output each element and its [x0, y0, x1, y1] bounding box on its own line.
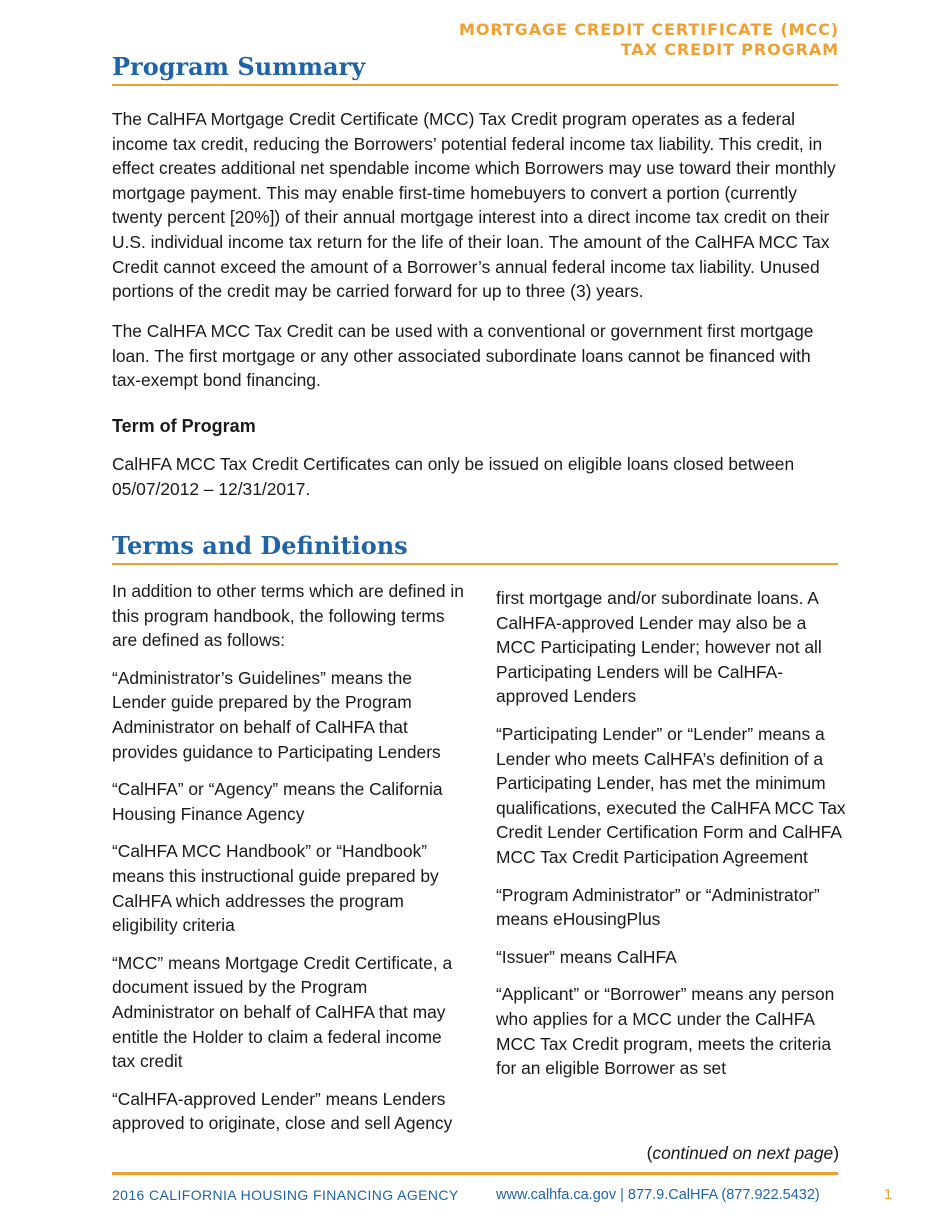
page-number: 1 [884, 1187, 893, 1203]
definition-item: “Applicant” or “Borrower” means any person who applies for a MCC under the CalHFA MCC Tax Credit program, meets the criteria for an eligible Borrower as set [496, 984, 835, 1079]
footer-agency: 2016 CALIFORNIA HOUSING FINANCING AGENCY [112, 1187, 459, 1203]
definition-item: “MCC” means Mortgage Credit Certificate, a document issued by the Program Administrator on behalf of CalHFA that may entitle the Holder to claim a federal income tax credit [112, 952, 453, 1072]
term-of-program-heading: Term of Program [112, 416, 256, 436]
definition-item: “CalHFA MCC Handbook” or “Handbook” means this instructional guide prepared by CalHFA which addresses the program eligibility criteria [112, 841, 439, 936]
definition-item: “Program Administrator” or “Administrator” means eHousingPlus [496, 884, 820, 930]
header-line-2: TAX CREDIT PROGRAM [620, 40, 839, 59]
program-summary-title: Program Summary [112, 52, 838, 86]
continued-text: continued on next page [652, 1143, 834, 1163]
definition-item: “Participating Lender” or “Lender” means a Lender who meets CalHFA’s definition of a Participating Lender, has met the minimum qualifications, executed the CalHFA MCC Tax Credit Lender Certification Form and CalHFA MCC Tax Credit Participation Agreement [496, 723, 846, 867]
definition-item: “Administrator’s Guidelines” means the Lender guide prepared by the Program Administrator on behalf of CalHFA that provides guidance to Participating Lenders [112, 667, 441, 762]
terms-right-column [496, 586, 848, 1094]
definition-item: In addition to other terms which are defined in this program handbook, the following terms are defined as follows: [112, 581, 464, 651]
summary-paragraph-1: The CalHFA Mortgage Credit Certificate (MCC) Tax Credit program operates as a federal income tax credit, reducing the Borrowers’ potential federal income tax liability. This credit, in effect creates additional net spendable income which Borrowers may use toward their monthly mortgage payment. This may enable first-time homebuyers to convert a portion (currently twenty percent [20%]) of their annual mortgage interest into a direct income tax credit on their U.S. individual income tax return for the life of their loan. The amount of the CalHFA MCC Tax Credit cannot exceed the amount of a Borrower’s annual federal income tax liability. Unused portions of the credit may be carried forward for up to three (3) years. [112, 109, 836, 302]
header-line-1: MORTGAGE CREDIT CERTIFICATE (MCC) [459, 20, 839, 39]
definition-item: “Issuer” means CalHFA [496, 946, 677, 967]
terms-definitions-title: Terms and Definitions [112, 531, 838, 565]
definition-item: “CalHFA-approved Lender” means Lenders approved to originate, close and sell Agency [112, 1088, 453, 1134]
terms-left-column [112, 579, 464, 1149]
summary-paragraph-2: The CalHFA MCC Tax Credit can be used with a conventional or government first mortgage loan. The first mortgage or any other associated subordinate loans cannot be financed with tax-exempt bond financing. [112, 321, 814, 391]
footer-contact: www.calhfa.ca.gov | 877.9.CalHFA (877.922.5432) [496, 1187, 820, 1203]
term-of-program-paragraph: CalHFA MCC Tax Credit Certificates can only be issued on eligible loans closed between 05/07/2012 – 12/31/2017. [112, 454, 795, 499]
definition-item: first mortgage and/or subordinate loans. A CalHFA-approved Lender may also be a MCC Participating Lender; however not all Participating Lenders will be CalHFA-approved Lenders [496, 588, 822, 707]
definition-item: “CalHFA” or “Agency” means the California Housing Finance Agency [112, 779, 443, 824]
continued-note: (continued on next page) [646, 1143, 839, 1163]
footer-divider [112, 1172, 838, 1175]
